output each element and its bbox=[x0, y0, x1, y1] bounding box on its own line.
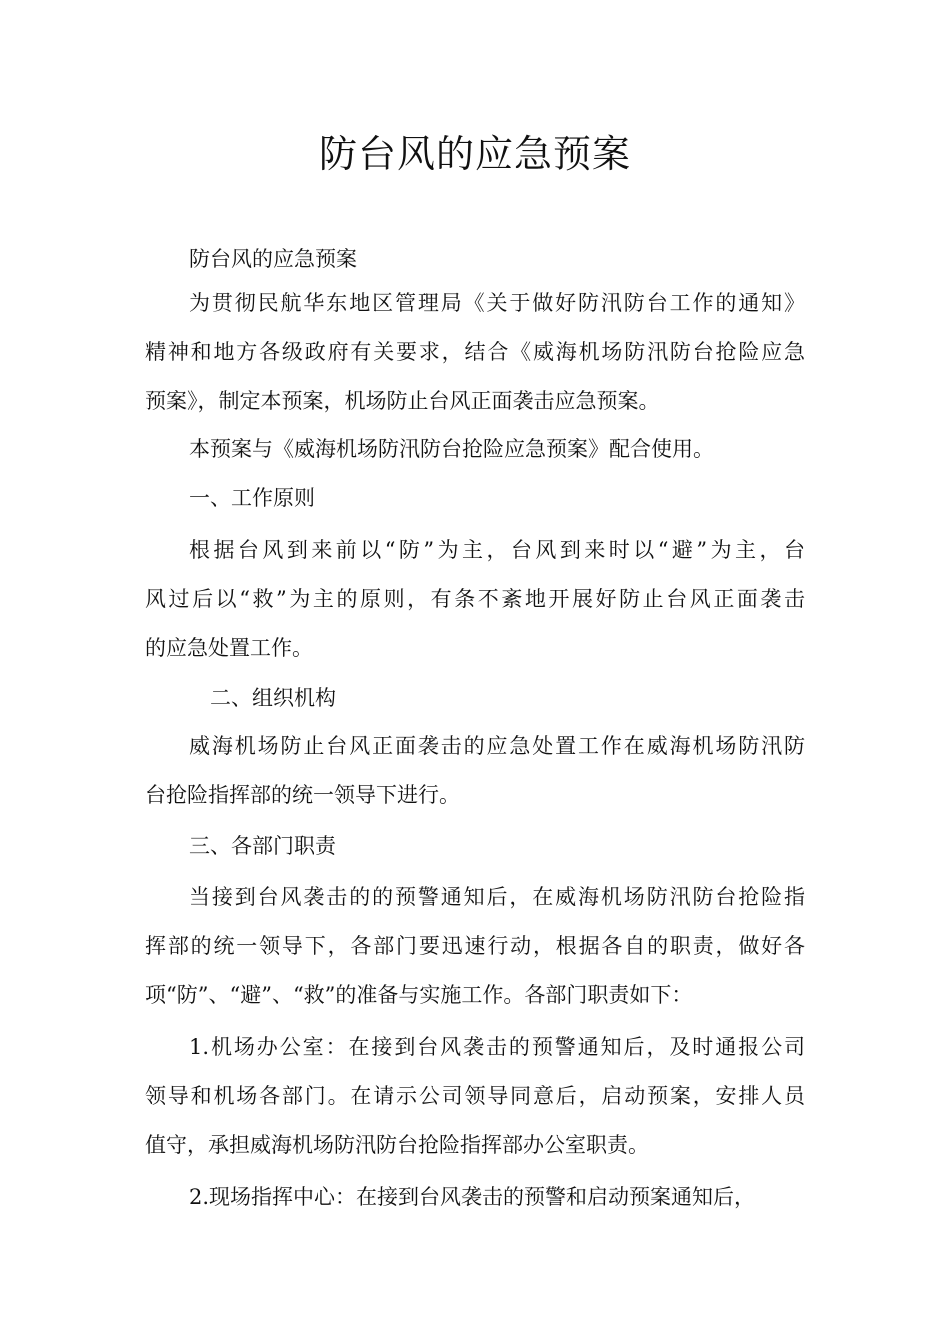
principles-paragraph bbox=[145, 526, 805, 673]
section-heading-organization bbox=[210, 674, 870, 723]
duties-paragraph bbox=[145, 873, 805, 1020]
paragraph-line: 一、工作原则 bbox=[189, 486, 315, 510]
paragraph-line: 为贯彻民航华东地区管理局《关于做好防汛防台工作的通知》 bbox=[189, 291, 805, 315]
paragraph-line: 挥部的统一领导下，各部门要迅速行动，根据各自的职责，做好各 bbox=[145, 934, 805, 958]
paragraph-line: 台抢险指挥部的统一领导下进行。 bbox=[145, 783, 460, 807]
section-heading-duties bbox=[145, 822, 805, 871]
paragraph-line: 2.现场指挥中心：在接到台风袭击的预警和启动预案通知后， bbox=[189, 1185, 756, 1209]
paragraph-line: 防台风的应急预案 bbox=[189, 247, 357, 271]
subtitle-paragraph bbox=[145, 235, 805, 284]
paragraph-line: 三、各部门职责 bbox=[189, 834, 336, 858]
paragraph-line: 精神和地方各级政府有关要求，结合《威海机场防汛防台抢险应急 bbox=[145, 340, 805, 364]
paragraph-line: 1.机场办公室：在接到台风袭击的预警通知后，及时通报公司 bbox=[189, 1035, 805, 1059]
paragraph-line: 本预案与《威海机场防汛防台抢险应急预案》配合使用。 bbox=[189, 437, 714, 461]
paragraph-line: 值守，承担威海机场防汛防台抢险指挥部办公室职责。 bbox=[145, 1133, 649, 1157]
organization-paragraph bbox=[145, 722, 805, 820]
document-title: 防台风的应急预案 bbox=[318, 132, 631, 176]
intro-paragraph bbox=[145, 279, 805, 426]
airport-office-paragraph bbox=[145, 1023, 805, 1170]
paragraph-line: 预案》，制定本预案，机场防止台风正面袭击应急预案。 bbox=[145, 389, 660, 413]
paragraph-line: 威海机场防止台风正面袭击的应急处置工作在威海机场防汛防 bbox=[189, 734, 805, 758]
paragraph-line: 领导和机场各部门。在请示公司领导同意后，启动预案，安排人员 bbox=[145, 1084, 805, 1108]
usage-paragraph bbox=[145, 425, 805, 474]
command-center-paragraph bbox=[145, 1173, 805, 1222]
paragraph-line: 的应急处置工作。 bbox=[145, 636, 313, 660]
paragraph-line: 风过后以“救”为主的原则，有条不紊地开展好防止台风正面袭击 bbox=[145, 587, 805, 611]
paragraph-line: 二、组织机构 bbox=[210, 686, 336, 710]
paragraph-line: 项“防”、“避”、“救”的准备与实施工作。各部门职责如下： bbox=[145, 983, 693, 1007]
paragraph-line: 当接到台风袭击的的预警通知后，在威海机场防汛防台抢险指 bbox=[189, 885, 805, 909]
section-heading-principles bbox=[145, 474, 805, 523]
paragraph-line: 根据台风到来前以“防”为主，台风到来时以“避”为主，台 bbox=[189, 538, 805, 562]
